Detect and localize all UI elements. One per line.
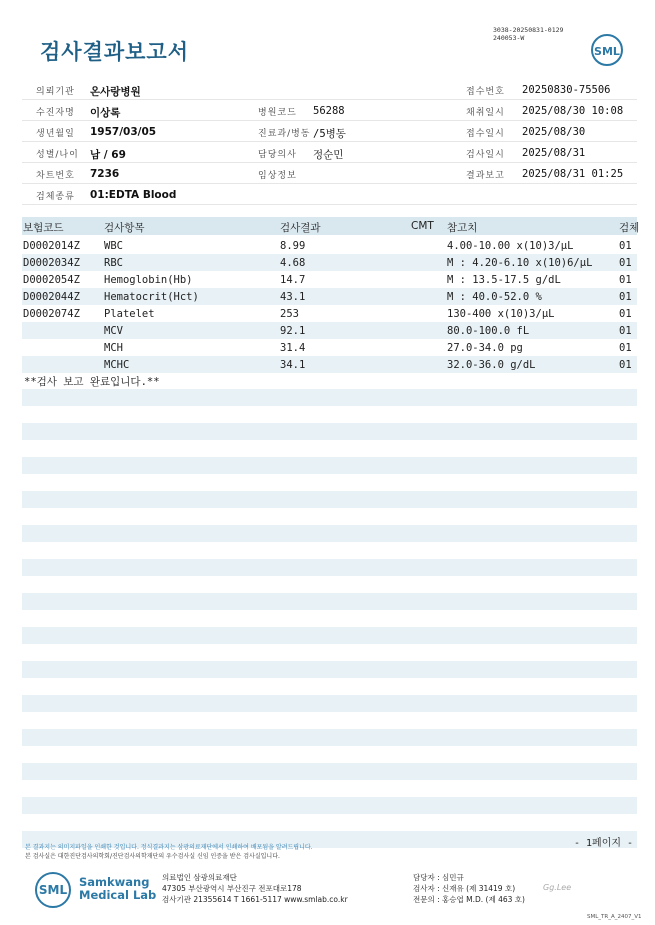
empty-row-stripe bbox=[22, 491, 637, 508]
info-label: 수진자명 bbox=[36, 108, 75, 118]
result-row bbox=[22, 237, 637, 254]
result-reference: 80.0-100.0 fL bbox=[447, 325, 530, 337]
address-line3: 검사기관 21355614 T 1661-5117 www.smlab.co.kr bbox=[162, 895, 348, 904]
result-test-name: Hematocrit(Hct) bbox=[104, 291, 199, 303]
result-code: D0002014Z bbox=[23, 240, 80, 252]
info-value: 남 / 69 bbox=[90, 149, 126, 161]
info-value: 01:EDTA Blood bbox=[90, 189, 177, 201]
empty-row-stripe bbox=[22, 389, 637, 406]
info-row bbox=[22, 142, 637, 163]
result-reference: 4.00-10.00 x(10)3/μL bbox=[447, 240, 574, 252]
info-label: 접수번호 bbox=[466, 87, 505, 97]
document-id-line1: 3038-20250831-0129 bbox=[493, 26, 564, 34]
result-row bbox=[22, 339, 637, 356]
result-test-name: RBC bbox=[104, 257, 123, 269]
info-label: 생년월일 bbox=[36, 129, 75, 139]
result-test-name: Hemoglobin(Hb) bbox=[104, 274, 193, 286]
result-code: D0002074Z bbox=[23, 308, 80, 320]
info-label: 진료과/병동 bbox=[258, 129, 311, 139]
info-value: 2025/08/30 10:08 bbox=[522, 105, 624, 117]
result-test-name: MCV bbox=[104, 325, 123, 337]
result-reference: M : 40.0-52.0 % bbox=[447, 291, 542, 303]
info-row bbox=[22, 184, 637, 205]
result-specimen: 01 bbox=[619, 325, 632, 337]
result-reference: 32.0-36.0 g/dL bbox=[447, 359, 536, 371]
result-specimen: 01 bbox=[619, 308, 632, 320]
patient-info-table bbox=[22, 79, 637, 205]
result-value: 8.99 bbox=[280, 240, 306, 252]
empty-row-stripe bbox=[22, 797, 637, 814]
info-label: 차트번호 bbox=[36, 171, 75, 181]
results-header bbox=[22, 217, 640, 235]
document-id-line2: 240053-W bbox=[493, 34, 525, 42]
result-row bbox=[22, 271, 637, 288]
info-row bbox=[22, 79, 637, 100]
result-row bbox=[22, 254, 637, 271]
info-row bbox=[22, 163, 637, 184]
info-value: 정순민 bbox=[313, 149, 344, 161]
empty-row-stripe bbox=[22, 559, 637, 576]
result-value: 34.1 bbox=[280, 359, 306, 371]
document-id bbox=[493, 26, 563, 42]
info-value: 2025/08/31 bbox=[522, 147, 586, 159]
result-value: 14.7 bbox=[280, 274, 306, 286]
info-label: 검사일시 bbox=[466, 150, 505, 160]
info-value: 이상록 bbox=[90, 107, 121, 119]
signature: Gg.Lee bbox=[543, 883, 572, 892]
empty-row-stripe bbox=[22, 457, 637, 474]
company-name-line1: Samkwang bbox=[79, 875, 150, 889]
empty-row-stripe bbox=[22, 525, 637, 542]
result-row bbox=[22, 322, 637, 339]
result-value: 31.4 bbox=[280, 342, 306, 354]
empty-row-stripe bbox=[22, 593, 637, 610]
result-specimen: 01 bbox=[619, 257, 632, 269]
result-code: D0002044Z bbox=[23, 291, 80, 303]
info-label: 담당의사 bbox=[258, 150, 297, 160]
info-label: 의뢰기관 bbox=[36, 87, 75, 97]
info-value: 2025/08/30 bbox=[522, 126, 586, 138]
result-test-name: WBC bbox=[104, 240, 123, 252]
staff-specialist: 전문의 : 홍승엽 M.D. (제 463 호) bbox=[413, 895, 525, 904]
header-name: 검사항목 bbox=[104, 222, 145, 234]
empty-row-stripe bbox=[22, 763, 637, 780]
footer-note-print: 본 결과지는 의미지파일을 인쇄한 것입니다. 정식결과지는 삼광의료재단에서 인쇄하여 배포됨을 알려드립니다. bbox=[25, 844, 313, 851]
result-test-name: Platelet bbox=[104, 308, 155, 320]
empty-row-stripe bbox=[22, 695, 637, 712]
result-value: 4.68 bbox=[280, 257, 306, 269]
info-label: 임상정보 bbox=[258, 171, 297, 181]
address-line2: 47305 부산광역시 부산진구 전포대로178 bbox=[162, 884, 302, 893]
header-reference: 참고치 bbox=[447, 222, 478, 234]
header-cmt: CMT bbox=[411, 220, 434, 232]
footer-note-accreditation: 본 검사실은 대한진단검사의학회/진단검사의학재단의 우수검사실 신임 인증을 받은 검사실입니다. bbox=[25, 853, 280, 860]
info-label: 성별/나이 bbox=[36, 150, 79, 160]
info-label: 채취일시 bbox=[466, 108, 505, 118]
form-code: SML_TR_A_2407_V1 bbox=[587, 914, 642, 920]
empty-row-stripe bbox=[22, 423, 637, 440]
result-test-name: MCH bbox=[104, 342, 123, 354]
report-title: 검사결과보고서 bbox=[40, 40, 190, 64]
empty-row-stripe bbox=[22, 729, 637, 746]
result-row bbox=[22, 305, 637, 322]
header-specimen: 검체 bbox=[619, 222, 640, 234]
info-value: 온사랑병원 bbox=[90, 86, 141, 98]
info-value: 20250830-75506 bbox=[522, 84, 611, 96]
result-specimen: 01 bbox=[619, 342, 632, 354]
address-line1: 의료법인 삼광의료재단 bbox=[162, 873, 237, 882]
info-label: 접수일시 bbox=[466, 129, 505, 139]
result-reference: 130-400 x(10)3/μL bbox=[447, 308, 555, 320]
staff-examiner: 검사자 : 신재유 (제 31419 호) bbox=[413, 884, 516, 893]
info-value: 2025/08/31 01:25 bbox=[522, 168, 624, 180]
result-specimen: 01 bbox=[619, 359, 632, 371]
info-row bbox=[22, 121, 637, 142]
staff-manager: 담당자 : 심민규 bbox=[413, 873, 464, 882]
info-row bbox=[22, 100, 637, 121]
result-code: D0002034Z bbox=[23, 257, 80, 269]
result-reference: M : 13.5-17.5 g/dL bbox=[447, 274, 561, 286]
result-specimen: 01 bbox=[619, 240, 632, 252]
result-row bbox=[22, 356, 637, 373]
result-code: D0002054Z bbox=[23, 274, 80, 286]
info-value: 7236 bbox=[90, 168, 120, 180]
empty-row-stripe bbox=[22, 627, 637, 644]
result-value: 43.1 bbox=[280, 291, 306, 303]
result-specimen: 01 bbox=[619, 291, 632, 303]
info-label: 병원코드 bbox=[258, 108, 297, 118]
info-label: 검체종류 bbox=[36, 192, 75, 202]
result-reference: 27.0-34.0 pg bbox=[447, 342, 523, 354]
header-code: 보험코드 bbox=[23, 222, 64, 234]
info-value: /5병동 bbox=[313, 128, 346, 140]
sml-logo-icon: SML bbox=[591, 34, 623, 66]
results-table bbox=[22, 237, 637, 373]
result-reference: M : 4.20-6.10 x(10)6/μL bbox=[447, 257, 593, 269]
company-name-line2: Medical Lab bbox=[79, 888, 157, 902]
header-result: 검사결과 bbox=[280, 222, 321, 234]
company-name bbox=[79, 876, 156, 902]
info-value: 1957/03/05 bbox=[90, 126, 157, 138]
result-value: 253 bbox=[280, 308, 299, 320]
result-test-name: MCHC bbox=[104, 359, 130, 371]
result-value: 92.1 bbox=[280, 325, 306, 337]
result-row bbox=[22, 288, 637, 305]
info-value: 56288 bbox=[313, 105, 345, 117]
page-number: - 1페이지 - bbox=[574, 838, 634, 849]
empty-row-stripe bbox=[22, 661, 637, 678]
completion-note: **검사 보고 완료입니다.** bbox=[24, 376, 160, 388]
staff-list bbox=[413, 872, 525, 905]
company-address bbox=[162, 872, 348, 905]
info-label: 결과보고 bbox=[466, 171, 505, 181]
sml-footer-logo-icon: SML bbox=[35, 872, 71, 908]
result-specimen: 01 bbox=[619, 274, 632, 286]
